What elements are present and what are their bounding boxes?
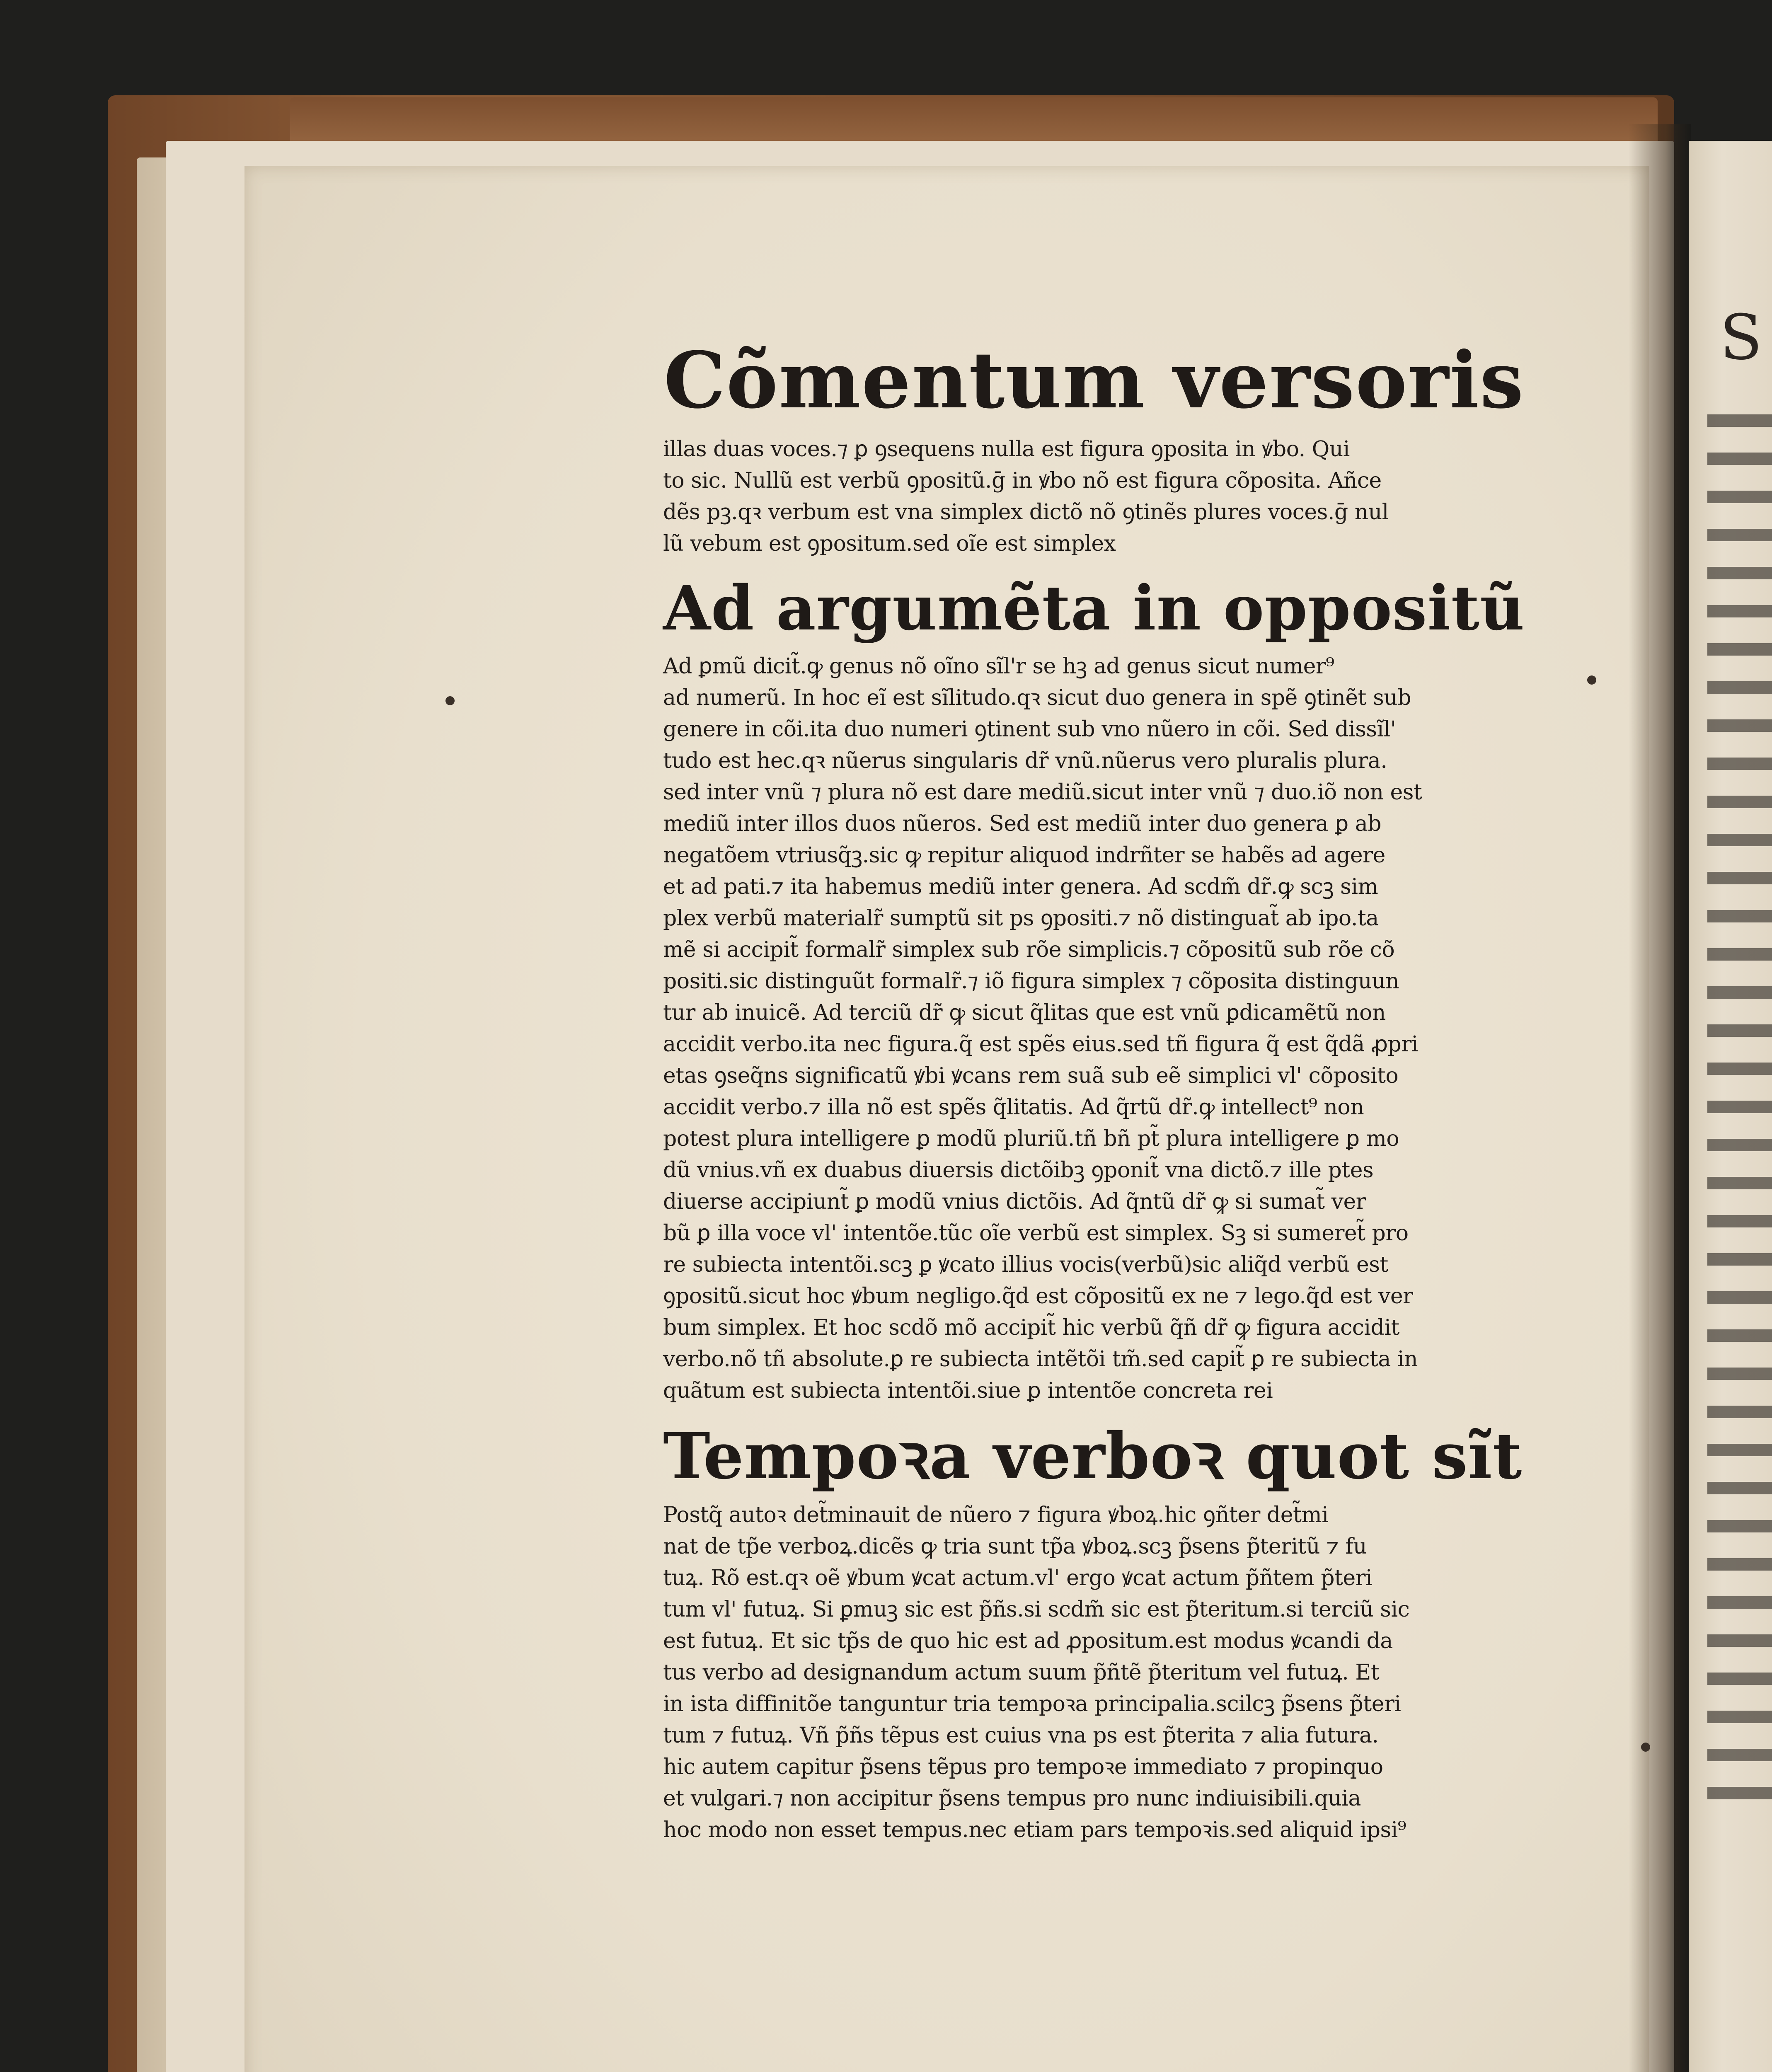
paragraph-2 [663, 651, 1525, 1406]
paragraph-1 [663, 433, 1525, 559]
text-line: quãtum est subiecta intentõi.siue ꝑ intentõe concreta rei [663, 1378, 1273, 1403]
text-line: mẽ si accipit̃ formalr̃ simplex sub rõe simplicis.⁊ cõpositũ sub rõe cõ [663, 937, 1395, 962]
text-line: et vulgari.⁊ non accipitur p̃sens tempus pro nunc indiuisibili.quia [663, 1786, 1361, 1811]
text-line: tuꝝ. Rõ est.qꝛ oẽ ꝟbum ꝟcat actum.vl' ergo ꝟcat actum p̃ñtem p̃teri [663, 1566, 1373, 1591]
text-line: plex verbũ materialr̃ sumptũ sit ps ꝯpositi.⁊ nõ distinguat̃ ab ipo.ta [663, 905, 1379, 931]
text-line: verbo.nõ tñ absolute.ꝑ re subiecta intẽtõi tm̃.sed capit̃ ꝑ re subiecta in [663, 1346, 1418, 1372]
text-line: dẽs pꝫ.qꝛ verbum est vna simplex dictõ nõ ꝯtinẽs plures voces.ḡ nul [663, 500, 1389, 525]
text-line: ad numerũ. In hoc eĩ est sĩlitudo.qꝛ sicut duo genera in spẽ ꝯtinẽt sub [663, 685, 1411, 710]
text-line: re subiecta intentõi.scꝫ ꝑ ꝟcato illius vocis(verbũ)sic aliq̃d verbũ est [663, 1252, 1388, 1277]
text-line: tudo est hec.qꝛ nũerus singularis dr̃ vnũ.nũerus vero pluralis plura. [663, 748, 1387, 773]
text-line: negatõem vtriusq̃ꝫ.sic ꝙ repitur aliquod indrñter se habẽs ad agere [663, 842, 1385, 868]
text-line: lũ vebum est ꝯpositum.sed oĩe est simplex [663, 531, 1116, 557]
section-heading-tempora-verborum: Tempoꝛa verboꝛ quot sĩt [663, 1418, 1523, 1493]
text-line: in ista diffinitõe tanguntur tria tempoꝛa principalia.scilcꝫ p̃sens p̃teri [663, 1692, 1401, 1717]
text-line: potest plura intelligere ꝑ modũ pluriũ.tñ bñ pt̃ plura intelligere ꝑ mo [663, 1126, 1399, 1151]
text-line: genere in cõi.ita duo numeri ꝯtinent sub vno nũero in cõi. Sed dissĩl' [663, 716, 1396, 742]
text-line: dũ vnius.vñ ex duabus diuersis dictõibꝫ ꝯponit̃ vna dictõ.⁊ ille ptes [663, 1157, 1374, 1183]
text-line: illas duas voces.⁊ ꝑ ꝯsequens nulla est figura ꝯposita in ꝟbo. Qui [663, 437, 1350, 462]
text-line: positi.sic distinguũt formalr̃.⁊ iõ figura simplex ⁊ cõposita distinguun [663, 968, 1399, 994]
pinhole-mark [1641, 1743, 1650, 1752]
text-line: diuerse accipiunt̃ ꝑ modũ vnius dictõis. Ad q̃ntũ dr̃ ꝙ si sumat̃ ver [663, 1189, 1366, 1214]
text-line: ꝯpositũ.sicut hoc ꝟbum negligo.q̃d est cõpositũ ex ne ⁊ lego.q̃d est ver [663, 1283, 1413, 1309]
text-line: mediũ inter illos duos nũeros. Sed est mediũ inter duo genera ꝑ ab [663, 811, 1382, 836]
pinhole-mark [1587, 675, 1596, 685]
text-line: Ad ꝑmũ dicit̃.ꝙ genus nõ oĩno sĩl'r se hꝫ ad genus sicut numer⁹ [663, 654, 1334, 679]
paragraph-3 [663, 1499, 1525, 1846]
text-line: et ad pati.⁊ ita habemus mediũ inter genera. Ad scdm̃ dr̃.ꝙ scꝫ sim [663, 874, 1378, 899]
gutter-shadow [1629, 124, 1691, 2072]
running-title: Cõmentum versoris [663, 335, 1525, 426]
text-line: to sic. Nullũ est verbũ ꝯpositũ.ḡ in ꝟbo nõ est figura cõposita. Añce [663, 468, 1382, 494]
text-line: sed inter vnũ ⁊ plura nõ est dare mediũ.sicut inter vnũ ⁊ duo.iõ non est [663, 779, 1422, 805]
text-block [663, 335, 1525, 1846]
text-line: tum vl' futuꝝ. Si ꝑmuꝫ sic est p̃ñs.si scdm̃ sic est p̃teritum.si terciũ sic [663, 1597, 1410, 1622]
facing-page-initial: S [1720, 302, 1762, 374]
text-line: etas ꝯseq̃ns significatũ ꝟbi ꝟcans rem suã sub eẽ simplici vl' cõposito [663, 1063, 1399, 1088]
pinhole-mark [445, 696, 455, 705]
facing-page-text-lines [1707, 414, 1772, 1823]
text-line: accidit verbo.ita nec figura.q̃ est spẽs eius.sed tñ figura q̃ est q̃dã ꝓpri [663, 1031, 1418, 1057]
text-line: tus verbo ad designandum actum suum p̃ñtẽ p̃teritum vel futuꝝ. Et [663, 1660, 1380, 1685]
text-line: tum ⁊ futuꝝ. Vñ p̃ñs tẽpus est cuius vna ps est p̃terita ⁊ alia futura. [663, 1723, 1379, 1748]
text-line: accidit verbo.⁊ illa nõ est spẽs q̃litatis. Ad q̃rtũ dr̃.ꝙ intellect⁹ non [663, 1094, 1364, 1120]
text-line: hic autem capitur p̃sens tẽpus pro tempoꝛe immediato ⁊ propinquo [663, 1755, 1383, 1780]
text-line: bũ ꝑ illa voce vl' intentõe.tũc oĩe verbũ est simplex. Sꝫ si sumeret̃ pro [663, 1220, 1409, 1246]
text-line: bum simplex. Et hoc scdõ mõ accipit̃ hic verbũ q̃ñ dr̃ ꝙ figura accidit [663, 1315, 1399, 1340]
text-line: hoc modo non esset tempus.nec etiam pars tempoꝛis.sed aliquid ipsi⁹ [663, 1818, 1406, 1843]
text-line: tur ab inuicẽ. Ad terciũ dr̃ ꝙ sicut q̃litas que est vnũ ꝑdicamẽtũ non [663, 1000, 1386, 1025]
text-line: nat de tp̃e verboꝝ.dicẽs ꝙ tria sunt tp̃a ꝟboꝝ.scꝫ p̃sens p̃teritũ ⁊ fu [663, 1534, 1367, 1559]
text-line: Postq̃ autoꝛ det̃minauit de nũero ⁊ figura ꝟboꝝ.hic ꝯñter det̃mi [663, 1503, 1329, 1528]
text-line: est futuꝝ. Et sic tp̃s de quo hic est ad ꝓpositum.est modus ꝟcandi da [663, 1629, 1393, 1654]
section-heading-ad-argumenta: Ad argumẽta in oppositũ [663, 572, 1525, 644]
